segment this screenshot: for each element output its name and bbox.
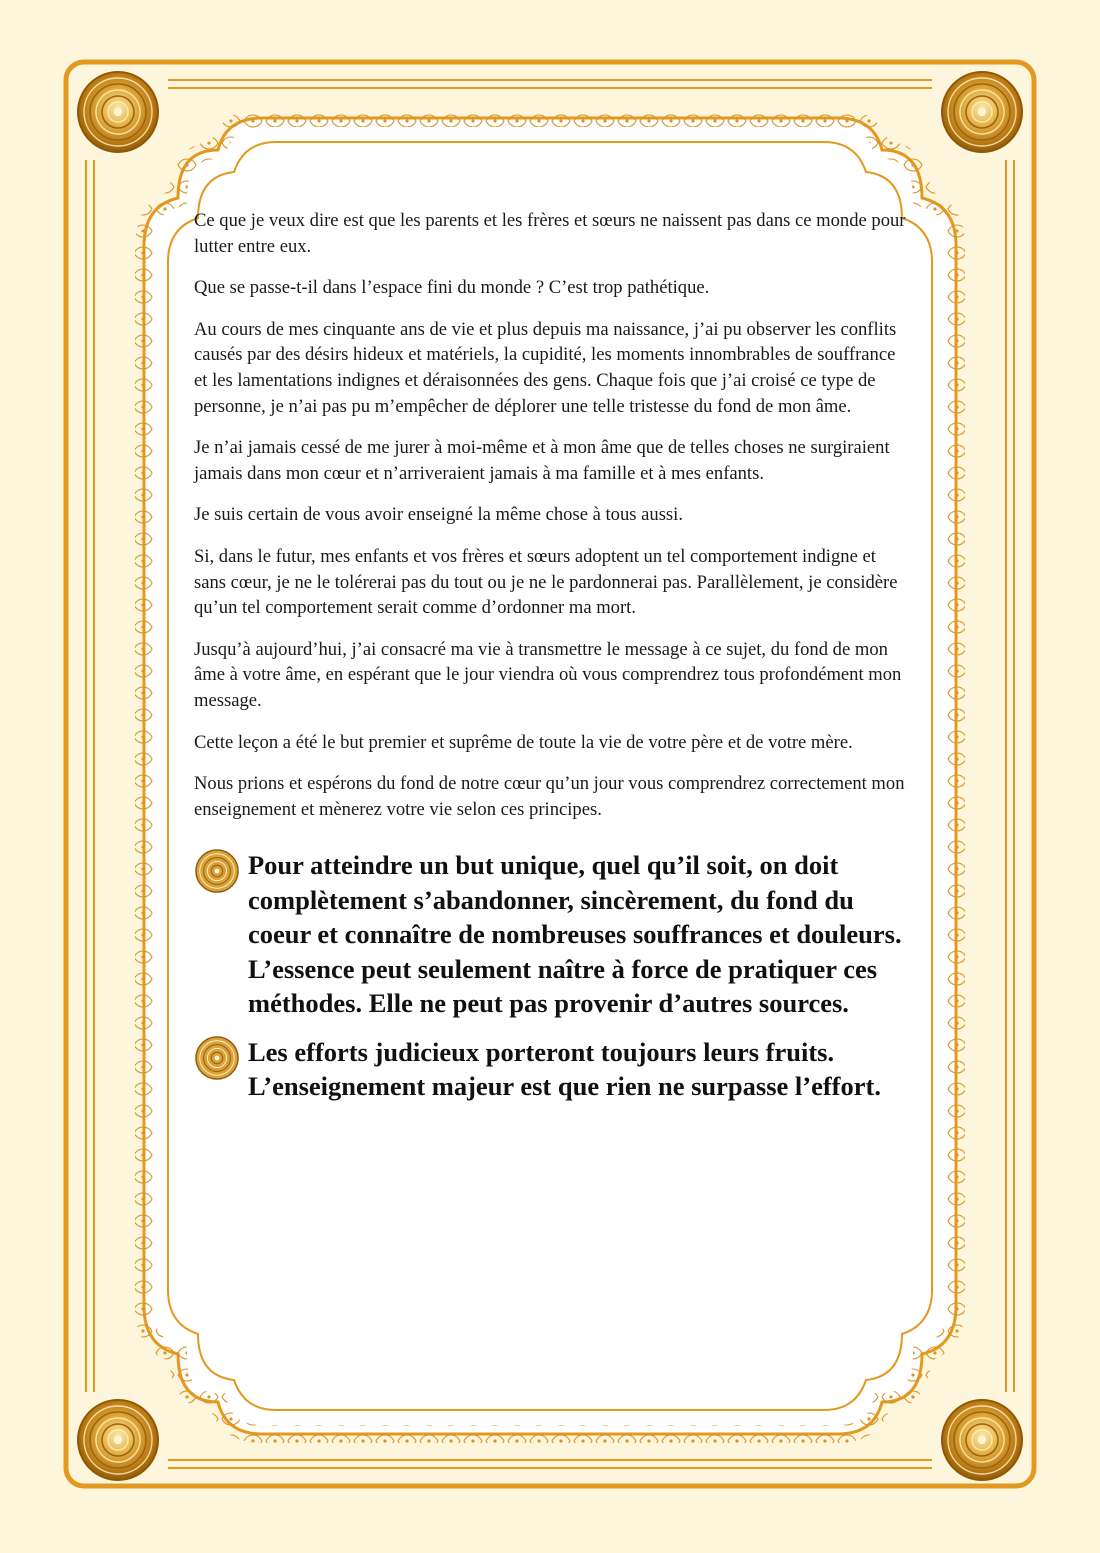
principle-text: Les efforts judicieux porteront toujours leurs fruits. [248, 1036, 835, 1067]
paragraph: Si, dans le futur, mes enfants et vos frères et sœurs adoptent un tel comportement indigne et sans cœur, je ne le tolérerai pas du tout ou je ne le pardonnerai pas. Parallèlement, je considère qu’un tel comportement serait comme d’ordonner ma mort. [194, 545, 898, 619]
principle-text: Pour atteindre un but unique, quel qu’il soit, on doit complètement s’abandonner, sincèrement, du fond du coeur et connaître de nombreuses souffrances et douleurs. [248, 850, 902, 950]
principle-text: L’essence peut seulement naître à force de pratiquer ces méthodes. Elle ne peut pas provenir d’autres sources. [248, 953, 878, 1019]
paragraph: Jusqu’à aujourd’hui, j’ai consacré ma vie à transmettre le message à ce sujet, du fond de mon âme à votre âme, en espérant que le jour viendra où vous comprendrez tous profondément mon message. [194, 638, 902, 711]
gold-medallion-icon [194, 1035, 240, 1081]
letter-body [194, 208, 906, 1118]
paragraph: Au cours de mes cinquante ans de vie et plus depuis ma naissance, j’ai pu observer les conflits causés par des désirs hideux et matériels, la cupidité, les moments innombrables de souffrance et les lamentations indignes et déraisonnées des gens. Chaque fois que j’ai croisé ce type de personne, je n’ai pas pu m’empêcher de déplorer une telle tristesse du fond de mon âme. [194, 318, 897, 417]
principle-item [194, 848, 906, 1021]
principle-item [194, 1035, 906, 1104]
paragraph: Je suis certain de vous avoir enseigné la même chose à tous aussi. [194, 504, 683, 526]
paragraph: Je n’ai jamais cessé de me jurer à moi-même et à mon âme que de telles choses ne surgiraient jamais dans mon cœur et n’arriveraient jamais à ma famille et à mes enfants. [194, 437, 890, 484]
principle-text: L’enseignement majeur est que rien ne surpasse l’effort. [248, 1071, 881, 1102]
principles-list [194, 848, 906, 1104]
paragraph: Cette leçon a été le but premier et suprême de toute la vie de votre père et de votre mère. [194, 731, 853, 753]
paragraph: Ce que je veux dire est que les parents et les frères et sœurs ne naissent pas dans ce monde pour lutter entre eux. [194, 210, 906, 257]
paragraph: Nous prions et espérons du fond de notre cœur qu’un jour vous comprendrez correctement mon enseignement et mènerez votre vie selon ces principes. [194, 773, 905, 820]
paragraph: Que se passe-t-il dans l’espace fini du monde ? C’est trop pathétique. [194, 277, 710, 299]
gold-medallion-icon [194, 848, 240, 894]
